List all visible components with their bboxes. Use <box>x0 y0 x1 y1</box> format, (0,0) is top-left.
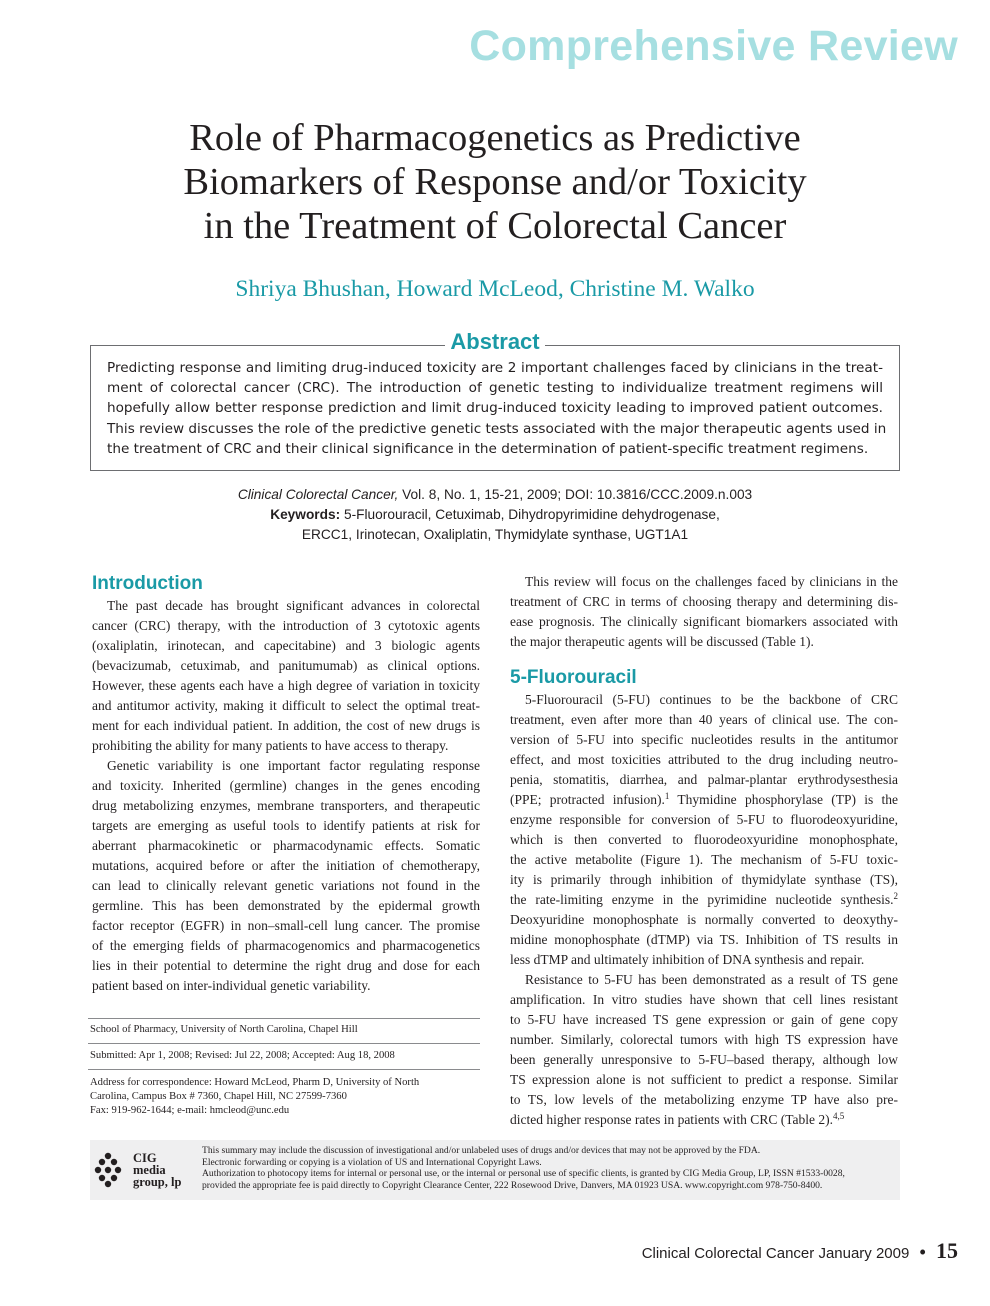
intro-paragraph-1 <box>92 596 480 756</box>
abstract-line: the treatment of CRC and their clinical significance in the determination of patient-specific treatment regimens. <box>107 440 869 457</box>
reference-marker: 2 <box>893 891 898 901</box>
citation-block <box>60 485 930 545</box>
logo-dot <box>99 1175 105 1181</box>
logo-dot <box>115 1167 121 1173</box>
text-fragment: (PPE; protracted infusion). <box>510 792 665 807</box>
reference-marker: 4,5 <box>832 1111 845 1121</box>
text-line: to TS, low levels of the metabolizing enzyme TP have also pre- <box>510 1092 898 1107</box>
text-line: cancer (CRC) therapy, with the introduction of 3 cytotoxic agents <box>92 618 480 633</box>
text-line: factor receptor (EGFR) in non–small-cell lung cancer. The promise <box>92 918 480 933</box>
text-line: version of 5-FU into specific nucleotides results in the antitumor <box>510 732 898 747</box>
cig-logo-text <box>133 1152 181 1188</box>
text-line: This review will focus on the challenges faced by clinicians in the <box>525 574 898 589</box>
logo-dot <box>111 1159 117 1165</box>
keywords-label: Keywords: <box>270 507 341 522</box>
page-number: 15 <box>936 1238 958 1263</box>
logo-dot <box>95 1167 101 1173</box>
notice-line: This summary may include the discussion of investigational and/or unlabeled uses of drugs and/or devices that may not be approved by the FDA. <box>202 1145 761 1156</box>
text-line <box>510 1110 898 1130</box>
citation-details: Vol. 8, No. 1, 15-21, 2009; DOI: 10.3816/CCC.2009.n.003 <box>398 487 753 502</box>
logo-line: group, lp <box>133 1175 182 1189</box>
logo-line: CIG <box>133 1151 157 1165</box>
text-line: the major therapeutic agents will be discussed (Table 1). <box>510 634 814 649</box>
text-line: germline. This has been demonstrated by the epidermal growth <box>92 898 480 913</box>
correspondence-line: Fax: 919-962-1644; e-mail: hmcleod@unc.edu <box>90 1105 290 1116</box>
text-line: TS expression alone is not sufficient to predict a response. Similar <box>510 1072 898 1087</box>
text-line: prohibiting the ability for many patients to have access to therapy. <box>92 738 449 753</box>
text-line: midine monophosphate (dTMP) via TS. Inhibition of TS results in <box>510 932 898 947</box>
text-line: lies in their potential to determine the right drug and dose for each <box>92 958 480 973</box>
abstract-line: Predicting response and limiting drug-induced toxicity are 2 important challenges faced by clinicians in the treat- <box>107 360 883 376</box>
text-line: (bevacizumab, cetuximab, and panitumumab) as clinical options. <box>92 658 480 673</box>
text-line: treatment of CRC in terms of choosing therapy and determining dis- <box>510 594 898 609</box>
logo-dot <box>105 1181 111 1187</box>
keywords-line: ERCC1, Irinotecan, Oxaliplatin, Thymidylate synthase, UGT1A1 <box>301 527 689 542</box>
text-line: can lead to clinically relevant genetic variations not found in the <box>92 878 480 893</box>
affiliation-note: School of Pharmacy, University of North Carolina, Chapel Hill <box>90 1024 358 1035</box>
title-line: in the Treatment of Colorectal Cancer <box>203 205 787 247</box>
text-line: patient based on inter-individual genetic variability. <box>92 978 371 993</box>
right-column <box>510 572 898 1130</box>
footnote-divider <box>88 1018 480 1019</box>
logo-line: media <box>133 1163 166 1177</box>
text-line: treatment, even after more than 40 years of clinical use. The con- <box>510 712 898 727</box>
correspondence-line: Address for correspondence: Howard McLeod, Pharm D, University of North <box>90 1077 420 1088</box>
text-line: ment for each individual patient. In addition, the cost of new drugs is <box>92 718 480 733</box>
text-line: aberrant pharmacokinetic or pharmacodynamic effects. Somatic <box>92 838 480 853</box>
section-banner: Comprehensive Review <box>469 22 958 70</box>
abstract-line: hopefully allow better response prediction and limit drug-induced toxicity leading to improved patient outcomes. <box>107 400 883 417</box>
text-line: of the emerging fields of pharmacogenomics and pharmacogenetics <box>92 938 480 953</box>
text-line: penia, stomatitis, diarrhea, and palmar-plantar erythrodysesthesia <box>510 772 898 787</box>
logo-dot <box>105 1167 111 1173</box>
footnote-divider <box>88 1069 480 1070</box>
notice-line: Electronic forwarding or copying is a violation of US and International Copyright Laws. <box>202 1156 542 1168</box>
abstract-text <box>107 358 887 459</box>
text-line: However, these agents each have a high degree of variation in toxicity <box>92 678 480 693</box>
introduction-heading: Introduction <box>92 573 203 594</box>
text-line: the active metabolite (Figure 1). The mechanism of 5-FU toxic- <box>510 852 898 867</box>
text-line: amplification. In vitro studies have shown that cell lines resistant <box>510 992 898 1007</box>
title-line: Biomarkers of Response and/or Toxicity <box>183 161 807 203</box>
fluorouracil-heading: 5-Fluorouracil <box>510 667 637 688</box>
text-line: mutations, acquired before or after the initiation of chemotherapy, <box>92 858 480 873</box>
author-list: Shriya Bhushan, Howard McLeod, Christine M. Walko <box>235 276 755 302</box>
abstract-heading: Abstract <box>445 328 544 356</box>
text-fragment: the rate-limiting enzyme in the pyrimidine nucleotide synthesis. <box>510 892 894 907</box>
copyright-notice <box>202 1145 892 1191</box>
submission-dates: Submitted: Apr 1, 2008; Revised: Jul 22, 2008; Accepted: Aug 18, 2008 <box>90 1050 395 1061</box>
text-line: less dTMP and ultimately inhibition of DNA synthesis and repair. <box>510 952 865 967</box>
keywords-list: 5-Fluorouracil, Cetuximab, Dihydropyrimidine dehydrogenase, <box>340 507 720 522</box>
fluorouracil-paragraph-1 <box>510 690 898 970</box>
text-line <box>510 890 898 910</box>
review-scope-paragraph <box>510 572 898 652</box>
text-line: Deoxyuridine monophosphate is normally converted to deoxythy- <box>510 912 898 927</box>
bullet-icon: • <box>919 1242 926 1262</box>
article-title <box>60 116 930 248</box>
text-line: Resistance to 5-FU has been demonstrated as a result of TS gene <box>525 972 898 987</box>
text-line: Genetic variability is one important factor regulating response <box>107 758 480 773</box>
citation-line <box>60 485 930 505</box>
footer-date: January 2009 <box>818 1245 910 1262</box>
text-line: drug metabolizing enzymes, membrane transporters, and therapeutic <box>92 798 480 813</box>
fluorouracil-paragraph-2 <box>510 970 898 1130</box>
logo-dot <box>99 1159 105 1165</box>
text-line: and toxicity. Inherited (germline) changes in the genes encoding <box>92 778 480 793</box>
text-line: 5-Fluorouracil (5-FU) continues to be the backbone of CRC <box>525 692 898 707</box>
text-line: targets are emerging as useful tools to identify patients at risk for <box>92 818 480 833</box>
notice-line: Authorization to photocopy items for internal or personal use, or the internal or personal use of specific clients, is granted by CIG Media Group, LP, ISSN #1533-0028, <box>202 1168 845 1179</box>
text-line: effect, and most toxicities attributed to the drug including neutro- <box>510 752 898 767</box>
text-line <box>510 790 898 810</box>
text-fragment: dicted higher response rates in patients with CRC (Table 2). <box>510 1112 833 1127</box>
notice-line: provided the appropriate fee is paid directly to Copyright Clearance Center, 222 Rosewood Drive, Danvers, MA 01923 USA. www.copyright.com 978-750-8400. <box>202 1179 823 1191</box>
text-line: to 5-FU have increased TS gene expression or gain of gene copy <box>510 1012 898 1027</box>
text-line: which is then converted to fluorodeoxyuridine monophosphate, <box>510 832 898 847</box>
text-fragment: Thymidine phosphorylase (TP) is the <box>669 792 898 807</box>
text-line: ity is primarily through inhibition of thymidylate synthase (TS), <box>510 872 898 887</box>
abstract-line: ment of colorectal cancer (CRC). The introduction of genetic testing to individualize treatment regimens will <box>107 380 883 397</box>
text-line: ease prognosis. The clinically significant biomarkers associated with <box>510 614 898 629</box>
footer-journal: Clinical Colorectal Cancer <box>641 1245 815 1262</box>
text-line: and antitumor activity, making it difficult to select the optimal treat- <box>92 698 480 713</box>
footnote-divider <box>88 1043 480 1044</box>
logo-dot <box>105 1153 111 1159</box>
text-line: number. Similarly, colorectal tumors with high TS expression have <box>510 1032 898 1047</box>
page-footer <box>642 1238 958 1264</box>
text-line: enzyme responsible for conversion of 5-FU to fluorodeoxyuridine, <box>510 812 898 827</box>
text-line: been generally unresponsive to 5-FU–based therapy, although low <box>510 1052 898 1067</box>
journal-name: Clinical Colorectal Cancer, <box>237 487 399 502</box>
reference-marker: 1 <box>664 791 670 801</box>
text-line: (oxaliplatin, irinotecan, and capecitabine) and 3 biologic agents <box>92 638 480 653</box>
keywords-line <box>60 505 930 525</box>
correspondence-line: Carolina, Campus Box # 7360, Chapel Hill, NC 27599-7360 <box>90 1091 347 1102</box>
intro-paragraph-2 <box>92 756 480 996</box>
logo-dot <box>111 1175 117 1181</box>
left-column <box>92 572 480 996</box>
abstract-line: This review discusses the role of the predictive genetic tests associated with the major therapeutic agents used in <box>107 420 887 437</box>
text-line: The past decade has brought significant advances in colorectal <box>107 598 480 613</box>
abstract-heading-wrap <box>0 328 990 356</box>
title-line: Role of Pharmacogenetics as Predictive <box>189 117 801 159</box>
